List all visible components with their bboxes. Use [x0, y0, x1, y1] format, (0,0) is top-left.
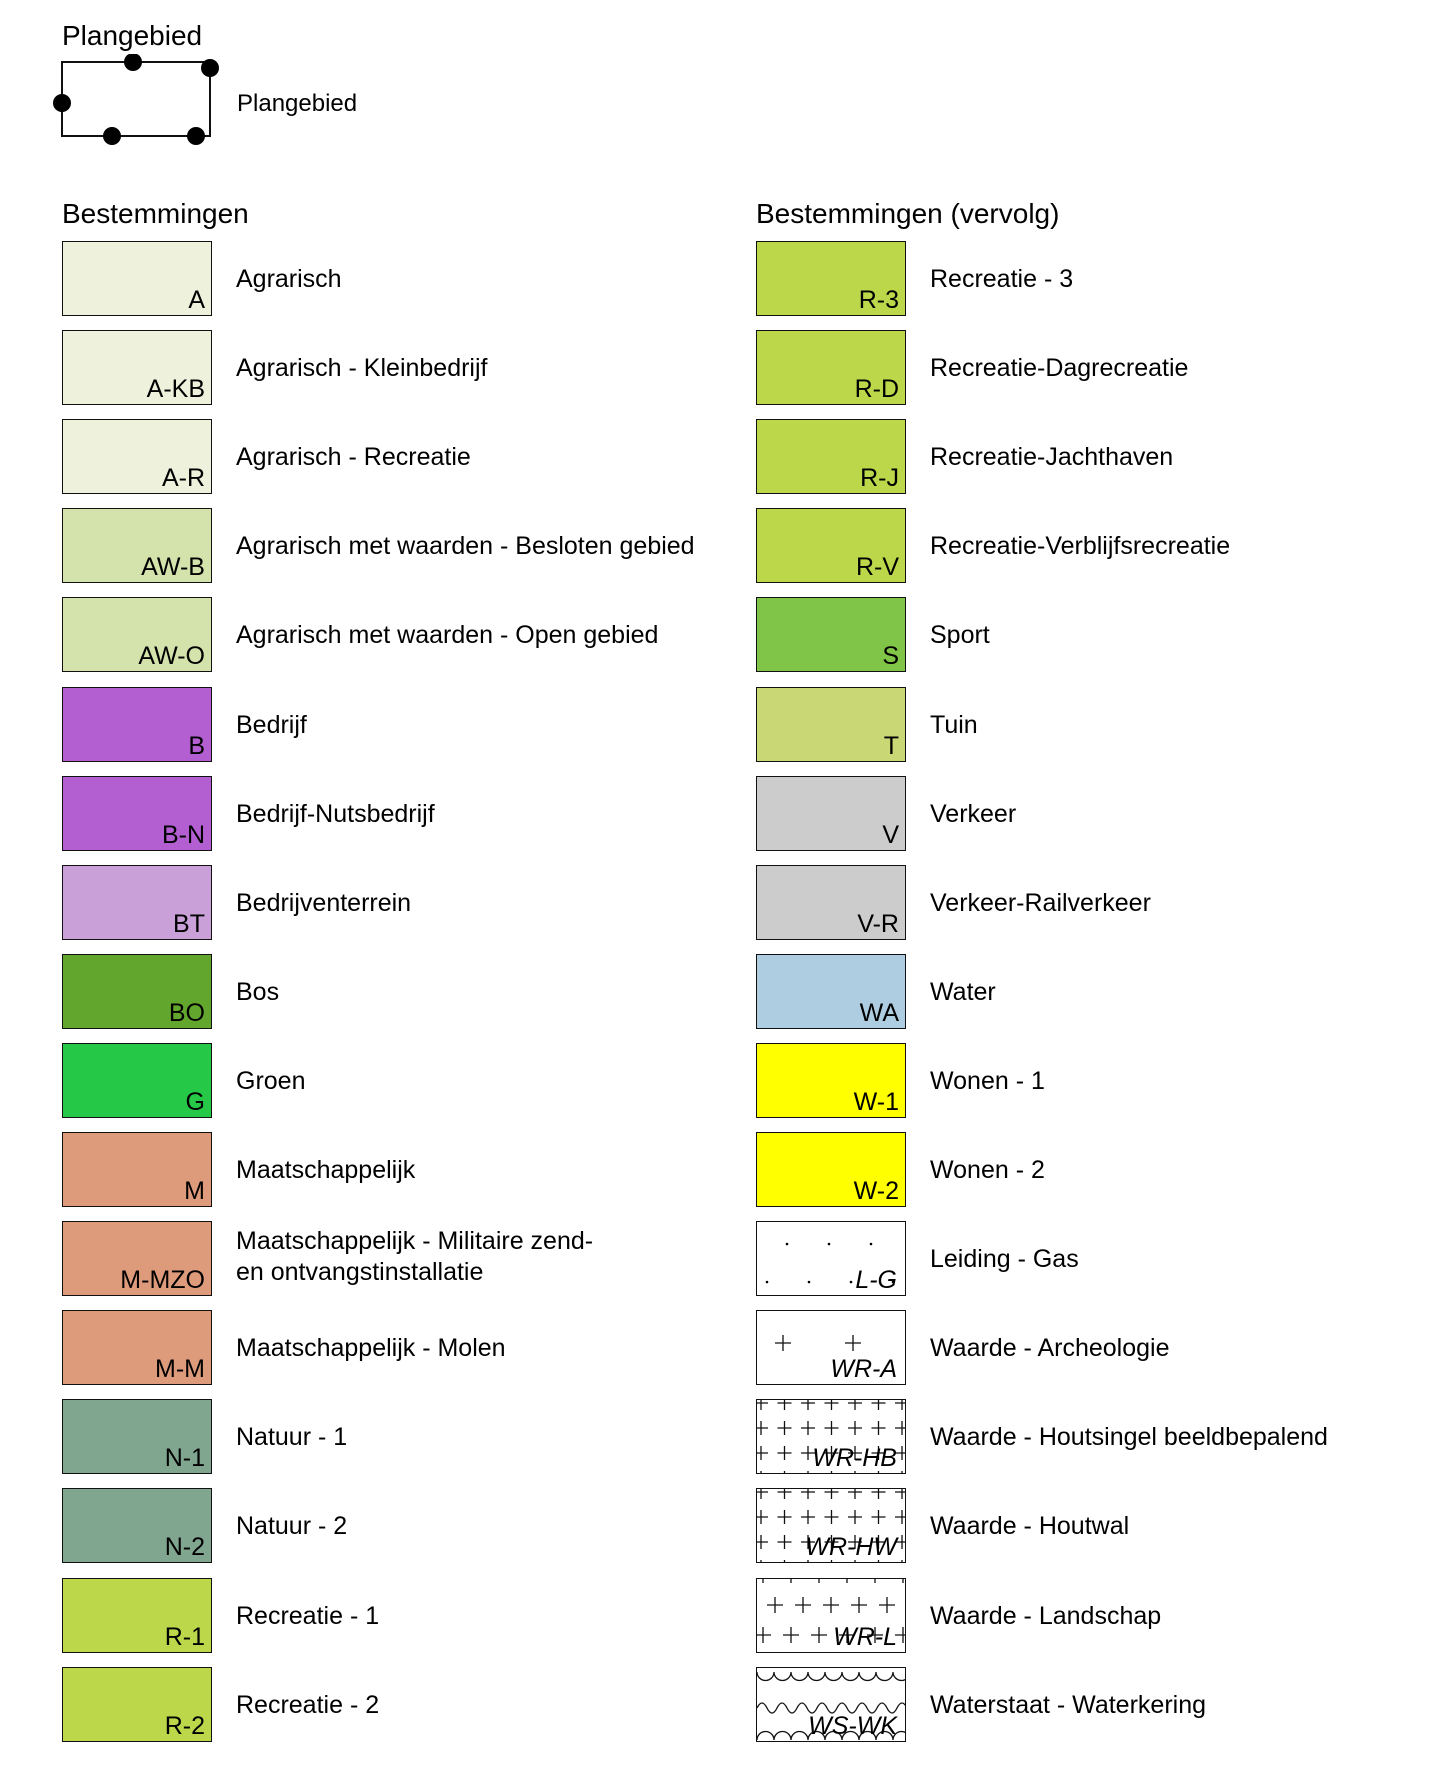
legend-code: R-3 [858, 286, 899, 314]
legend-label-line: Agrarisch - Kleinbedrijf [236, 354, 488, 383]
legend-label [236, 977, 279, 1008]
legend-label [236, 1690, 379, 1721]
legend-label-line: Maatschappelijk - Militaire zend- [236, 1227, 594, 1256]
legend-label-line: Bedrijf [236, 710, 307, 739]
legend-label-line: Natuur - 2 [236, 1512, 348, 1541]
legend-label-line-2: en ontvangstinstallatie [236, 1258, 484, 1287]
legend-swatch [756, 865, 906, 940]
legend-swatch [756, 1488, 906, 1563]
legend-code: V-R [857, 909, 899, 938]
legend-label-line: Wonen - 2 [930, 1156, 1045, 1184]
legend-swatch [62, 419, 212, 494]
legend-label-line: Agrarisch - Recreatie [236, 443, 471, 472]
legend-code: W-2 [853, 1177, 899, 1205]
legend-swatch [756, 508, 906, 583]
legend-code: A-KB [146, 375, 205, 404]
legend-swatch [756, 1399, 906, 1474]
legend-code: A [188, 286, 205, 314]
legend-label [236, 1422, 347, 1453]
legend-label [930, 1601, 1161, 1632]
legend-label-line: Bedrijf-Nutsbedrijf [236, 799, 435, 828]
legend-swatch [756, 687, 906, 762]
legend-code: WR-A [830, 1355, 897, 1384]
legend-label [930, 353, 1188, 384]
legend-label [930, 710, 978, 741]
legend-label-line: Waterstaat - Waterkering [930, 1690, 1207, 1719]
legend-swatch [756, 419, 906, 494]
legend-label-line: Recreatie - 3 [930, 265, 1074, 293]
legend-label [930, 1422, 1328, 1453]
legend-label-line: Maatschappelijk [236, 1156, 416, 1184]
legend-label-line: Bos [236, 977, 280, 1006]
legend-label [930, 1155, 1045, 1186]
legend-label-line: Verkeer [930, 799, 1017, 828]
legend-code: M [184, 1177, 205, 1205]
legend-label [236, 1333, 506, 1364]
legend-label [236, 1066, 305, 1097]
plangebied-symbol [52, 54, 232, 154]
legend-label [930, 442, 1173, 473]
legend-code: R-J [860, 464, 899, 493]
legend-code: G [185, 1087, 205, 1116]
legend-swatch [62, 1043, 212, 1118]
left-column-heading: Bestemmingen [62, 198, 249, 229]
legend-swatch [62, 1488, 212, 1563]
legend-swatch [62, 954, 212, 1029]
legend-label [930, 1511, 1129, 1542]
legend-label-line: Recreatie-Jachthaven [930, 443, 1174, 472]
legend-code: B [188, 731, 205, 760]
legend-label-line: Sport [930, 621, 990, 650]
legend-swatch [62, 687, 212, 762]
legend-swatch [756, 1221, 906, 1296]
plangebied-label: Plangebied [237, 90, 358, 117]
legend-code: N-1 [164, 1444, 205, 1473]
legend-code: A-R [161, 464, 205, 493]
legend-swatch [62, 1578, 212, 1653]
right-column-heading: Bestemmingen (vervolg) [756, 198, 1060, 229]
legend-code: WR-L [833, 1622, 897, 1651]
legend-label-line: Maatschappelijk - Molen [236, 1334, 506, 1363]
legend-swatch [62, 1221, 212, 1296]
legend-label [930, 531, 1230, 562]
legend-code: M-MZO [120, 1266, 205, 1295]
legend-label [930, 977, 996, 1008]
legend-label-line: Recreatie - 2 [236, 1690, 380, 1719]
legend-code: T [883, 731, 899, 760]
legend-label [930, 1690, 1206, 1721]
legend-label-line: Wonen - 1 [930, 1066, 1045, 1095]
legend-label [930, 1066, 1045, 1097]
legend-swatch [62, 1667, 212, 1742]
legend-label-line: Waarde - Archeologie [930, 1334, 1170, 1363]
legend-swatch [756, 1043, 906, 1118]
legend-code: WR-HB [812, 1444, 897, 1473]
legend-label [236, 442, 471, 473]
legend-label-line: Natuur - 1 [236, 1423, 348, 1452]
legend-code: BT [173, 909, 205, 938]
legend-label [930, 1244, 1079, 1275]
legend-label-line: Tuin [930, 710, 978, 739]
legend-code: L-G [855, 1266, 897, 1295]
legend-label [236, 1226, 593, 1289]
legend-code: WS-WK [808, 1711, 897, 1740]
legend-swatch [62, 865, 212, 940]
legend-label-line: Waarde - Houtsingel beeldbepalend [930, 1423, 1328, 1452]
legend-label-line: Waarde - Houtwal [930, 1512, 1130, 1541]
legend-code: R-1 [164, 1622, 205, 1651]
legend-code: R-V [855, 553, 899, 582]
legend-swatch [756, 1310, 906, 1385]
legend-label [930, 264, 1073, 295]
legend-code: W-1 [853, 1087, 899, 1116]
legend-code: AW-O [138, 642, 205, 671]
legend-label [930, 1333, 1169, 1364]
legend-swatch [756, 241, 906, 316]
legend-label-line: Verkeer-Railverkeer [930, 888, 1151, 917]
legend-label-line: Groen [236, 1066, 306, 1095]
legend-code: S [882, 642, 899, 671]
legend-swatch [756, 330, 906, 405]
legend-swatch [756, 597, 906, 672]
legend-code: B-N [161, 820, 205, 849]
legend-code: R-2 [164, 1711, 205, 1740]
plangebied-heading: Plangebied [62, 20, 203, 51]
legend-label-line: Agrarisch met waarden - Open gebied [236, 621, 659, 650]
legend-label-line: Recreatie-Dagrecreatie [930, 354, 1189, 383]
legend-label [236, 799, 435, 830]
legend-label [236, 620, 658, 651]
legend-swatch [62, 1399, 212, 1474]
legend-label [236, 353, 488, 384]
legend-swatch [62, 508, 212, 583]
legend-label-line: Waarde - Landschap [930, 1601, 1162, 1630]
legend-code: WR-HW [805, 1533, 897, 1562]
legend-label-line: Recreatie-Verblijfsrecreatie [930, 532, 1231, 561]
legend-swatch [756, 1667, 906, 1742]
legend-code: BO [168, 998, 205, 1027]
legend-swatch [62, 330, 212, 405]
legend-label-line: Agrarisch met waarden - Besloten gebied [236, 532, 695, 561]
legend-label [236, 1511, 347, 1542]
legend-swatch [62, 241, 212, 316]
legend-code: R-D [854, 375, 899, 404]
legend-swatch [756, 776, 906, 851]
legend-swatch [62, 776, 212, 851]
legend-label [236, 264, 342, 295]
legend-swatch [756, 1132, 906, 1207]
legend-code: V [882, 820, 899, 849]
legend-label [236, 888, 411, 919]
legend-label [236, 1601, 379, 1632]
legend-label-line: Agrarisch [236, 265, 342, 293]
legend-label [930, 620, 990, 651]
legend-label [930, 888, 1151, 919]
legend-label-line: Recreatie - 1 [236, 1601, 380, 1630]
legend-code: AW-B [141, 553, 205, 582]
legend-label-line: Leiding - Gas [930, 1245, 1079, 1274]
legend-label [236, 710, 307, 741]
legend-code: M-M [155, 1355, 205, 1384]
legend-label [930, 799, 1016, 830]
legend-label-line: Water [930, 977, 996, 1006]
legend-swatch [756, 954, 906, 1029]
legend-code: WA [859, 998, 899, 1027]
legend-label-line: Bedrijventerrein [236, 888, 412, 917]
legend-swatch [756, 1578, 906, 1653]
legend-label [236, 1155, 415, 1186]
legend-code: N-2 [164, 1533, 205, 1562]
legend-label [236, 531, 695, 562]
legend-swatch [62, 1310, 212, 1385]
legend-swatch [62, 597, 212, 672]
legend-swatch [62, 1132, 212, 1207]
